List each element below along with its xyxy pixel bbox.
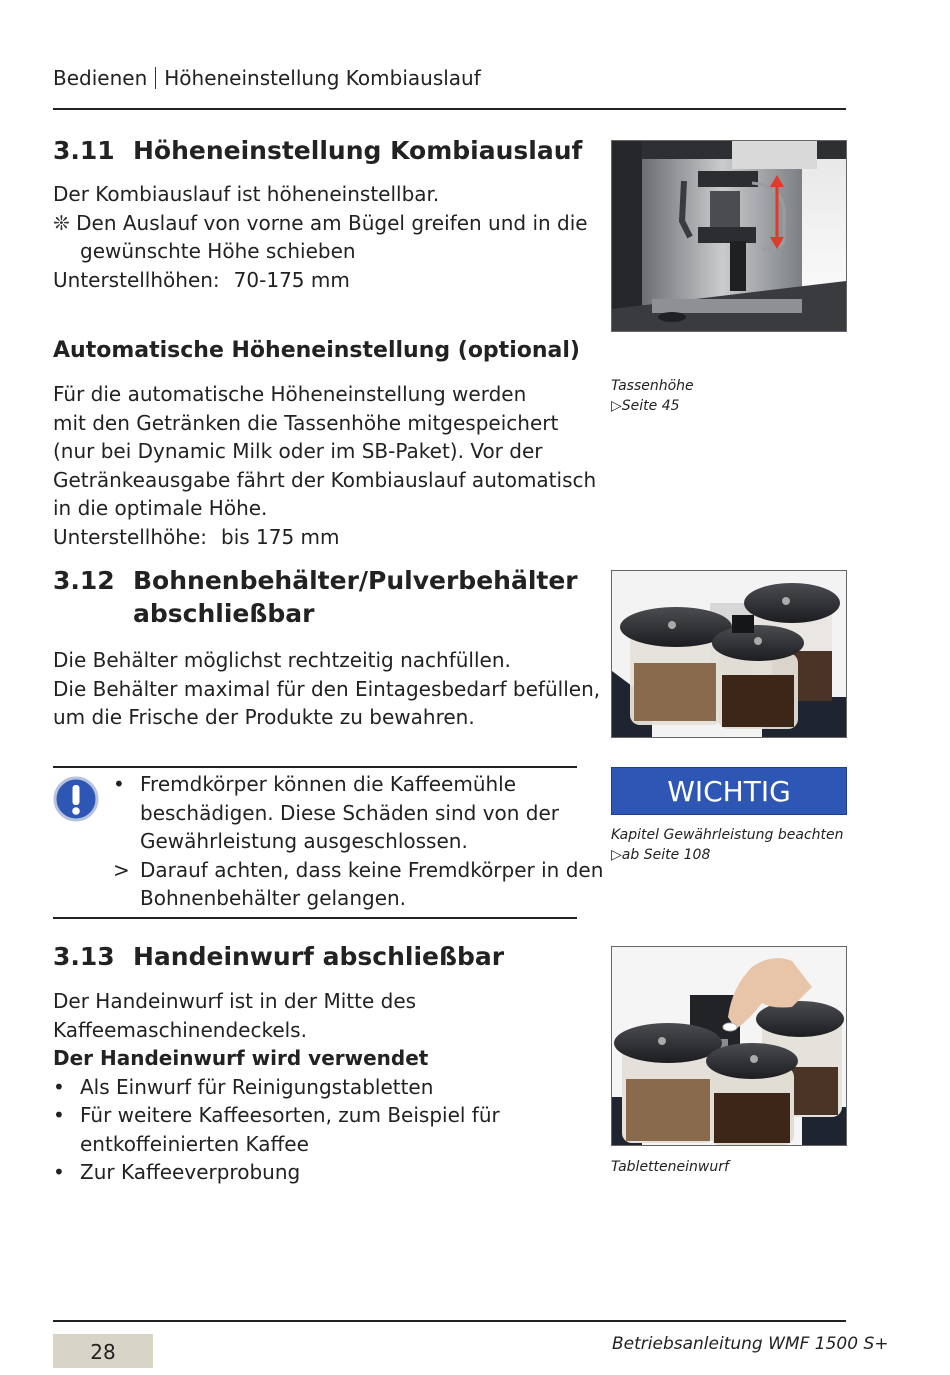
bullet-marker: • bbox=[53, 1103, 65, 1127]
coffee-outlet-illustration bbox=[612, 141, 846, 331]
caption-ref bbox=[611, 396, 694, 416]
step-text: Den Auslauf von vorne am Bügel greifen und in die bbox=[76, 210, 588, 235]
paragraph-line: in die optimale Höhe. bbox=[53, 496, 268, 520]
note-text: Fremdkörper können die Kaffeemühle bbox=[140, 772, 517, 796]
photo-caption bbox=[611, 376, 694, 416]
bullet-marker: • bbox=[53, 1074, 65, 1099]
tablet-insertion-photo bbox=[611, 946, 847, 1146]
paragraph-line: mit den Getränken die Tassenhöhe mitgespeichert bbox=[53, 410, 559, 435]
photo-caption: Tabletteneinwurf bbox=[611, 1159, 729, 1175]
photo-caption bbox=[611, 825, 843, 865]
section-number: 3.11 bbox=[53, 136, 115, 165]
note-bullet-item bbox=[113, 770, 603, 799]
paragraph-line: Der Kombiauslauf ist höheneinstellbar. bbox=[53, 182, 440, 206]
coffee-outlet-photo bbox=[611, 140, 847, 332]
step-text-cont: gewünschte Höhe schieben bbox=[80, 239, 356, 263]
triangle-right-icon: ▷ bbox=[611, 847, 622, 863]
triangle-right-icon: ▷ bbox=[611, 398, 622, 414]
section-3-13-heading bbox=[53, 942, 504, 971]
list-item bbox=[53, 1158, 500, 1187]
header-rule bbox=[53, 108, 846, 110]
footer-rule bbox=[53, 1320, 846, 1322]
note-text: Darauf achten, dass keine Fremdkörper in den bbox=[140, 857, 604, 882]
manual-title: Betriebsanleitung WMF 1500 S+ bbox=[612, 1334, 889, 1354]
section-3-13-body bbox=[53, 987, 500, 1187]
step-marker: ❊ bbox=[53, 210, 70, 235]
note-bottom-rule bbox=[53, 917, 577, 919]
section-3-11-body bbox=[53, 180, 588, 294]
note-action-item bbox=[113, 856, 603, 885]
section-3-12-heading bbox=[53, 566, 578, 628]
bean-containers-photo bbox=[611, 570, 847, 738]
section-3-12-body bbox=[53, 646, 600, 732]
note-text-cont: Gewährleistung ausgeschlossen. bbox=[140, 829, 468, 853]
header-section: Bedienen bbox=[53, 66, 148, 90]
paragraph-line: Für die automatische Höheneinstellung werden bbox=[53, 382, 527, 406]
step-item bbox=[53, 209, 588, 238]
note-text-cont: beschädigen. Diese Schäden sind von der bbox=[140, 800, 560, 825]
subsection-heading: Automatische Höheneinstellung (optional) bbox=[53, 338, 580, 363]
paragraph-line: (nur bei Dynamic Milk oder im SB-Paket). Vor der bbox=[53, 439, 543, 463]
exclamation-circle-icon bbox=[53, 776, 99, 822]
paragraph-line: um die Frische der Produkte zu bewahren. bbox=[53, 705, 475, 729]
header-topic: Höheneinstellung Kombiauslauf bbox=[164, 66, 481, 90]
height-spec bbox=[53, 523, 596, 552]
caption-link[interactable]: Seite 45 bbox=[621, 398, 680, 414]
wichtig-label: WICHTIG bbox=[611, 767, 847, 815]
note-text-cont: Bohnenbehälter gelangen. bbox=[140, 886, 407, 910]
paragraph-line: Getränkeausgabe fährt der Kombiauslauf automatisch bbox=[53, 467, 597, 492]
section-number: 3.13 bbox=[53, 942, 115, 971]
note-body bbox=[113, 770, 603, 913]
height-label: Unterstellhöhe: bbox=[53, 524, 207, 549]
caption-ref bbox=[611, 845, 843, 865]
tablet-insertion-illustration bbox=[612, 947, 846, 1145]
section-title: Bohnenbehälter/Pulverbehälter bbox=[133, 566, 578, 595]
paragraph-line: Die Behälter maximal für den Eintagesbedarf befüllen, bbox=[53, 676, 601, 701]
caption-line: Kapitel Gewährleistung beachten bbox=[611, 827, 844, 843]
section-title-cont: abschließbar bbox=[133, 599, 315, 628]
paragraph-line: Der Handeinwurf ist in der Mitte des bbox=[53, 989, 417, 1013]
note-top-rule bbox=[53, 766, 577, 768]
subsection-body bbox=[53, 380, 596, 551]
bold-line: Der Handeinwurf wird verwendet bbox=[53, 1046, 429, 1070]
bullet-marker: • bbox=[113, 772, 125, 796]
list-text: Als Einwurf für Reinigungstabletten bbox=[80, 1074, 434, 1099]
list-text: Zur Kaffeeverprobung bbox=[80, 1160, 301, 1184]
caption-link[interactable]: ab Seite 108 bbox=[621, 847, 711, 863]
list-text-cont: entkoffeinierten Kaffee bbox=[80, 1131, 309, 1156]
list-text: Für weitere Kaffeesorten, zum Beispiel für bbox=[80, 1103, 500, 1127]
paragraph-line: Kaffeemaschinendeckels. bbox=[53, 1017, 307, 1042]
bean-containers-illustration bbox=[612, 571, 846, 737]
action-marker: > bbox=[113, 857, 130, 882]
caption-line: Tassenhöhe bbox=[611, 378, 694, 394]
height-label: Unterstellhöhen: bbox=[53, 267, 220, 292]
page-number: 28 bbox=[53, 1334, 153, 1368]
header-divider bbox=[155, 67, 156, 89]
running-header bbox=[53, 66, 481, 90]
list-item bbox=[53, 1073, 500, 1102]
section-title: Höheneinstellung Kombiauslauf bbox=[133, 136, 583, 165]
height-spec bbox=[53, 266, 588, 295]
section-number: 3.12 bbox=[53, 566, 115, 595]
bullet-marker: • bbox=[53, 1160, 65, 1184]
section-title: Handeinwurf abschließbar bbox=[133, 942, 505, 971]
height-value: 70-175 mm bbox=[233, 267, 350, 292]
list-item bbox=[53, 1101, 500, 1130]
section-3-11-heading bbox=[53, 136, 582, 165]
paragraph-line: Die Behälter möglichst rechtzeitig nachfüllen. bbox=[53, 648, 511, 672]
height-value: bis 175 mm bbox=[221, 524, 340, 549]
